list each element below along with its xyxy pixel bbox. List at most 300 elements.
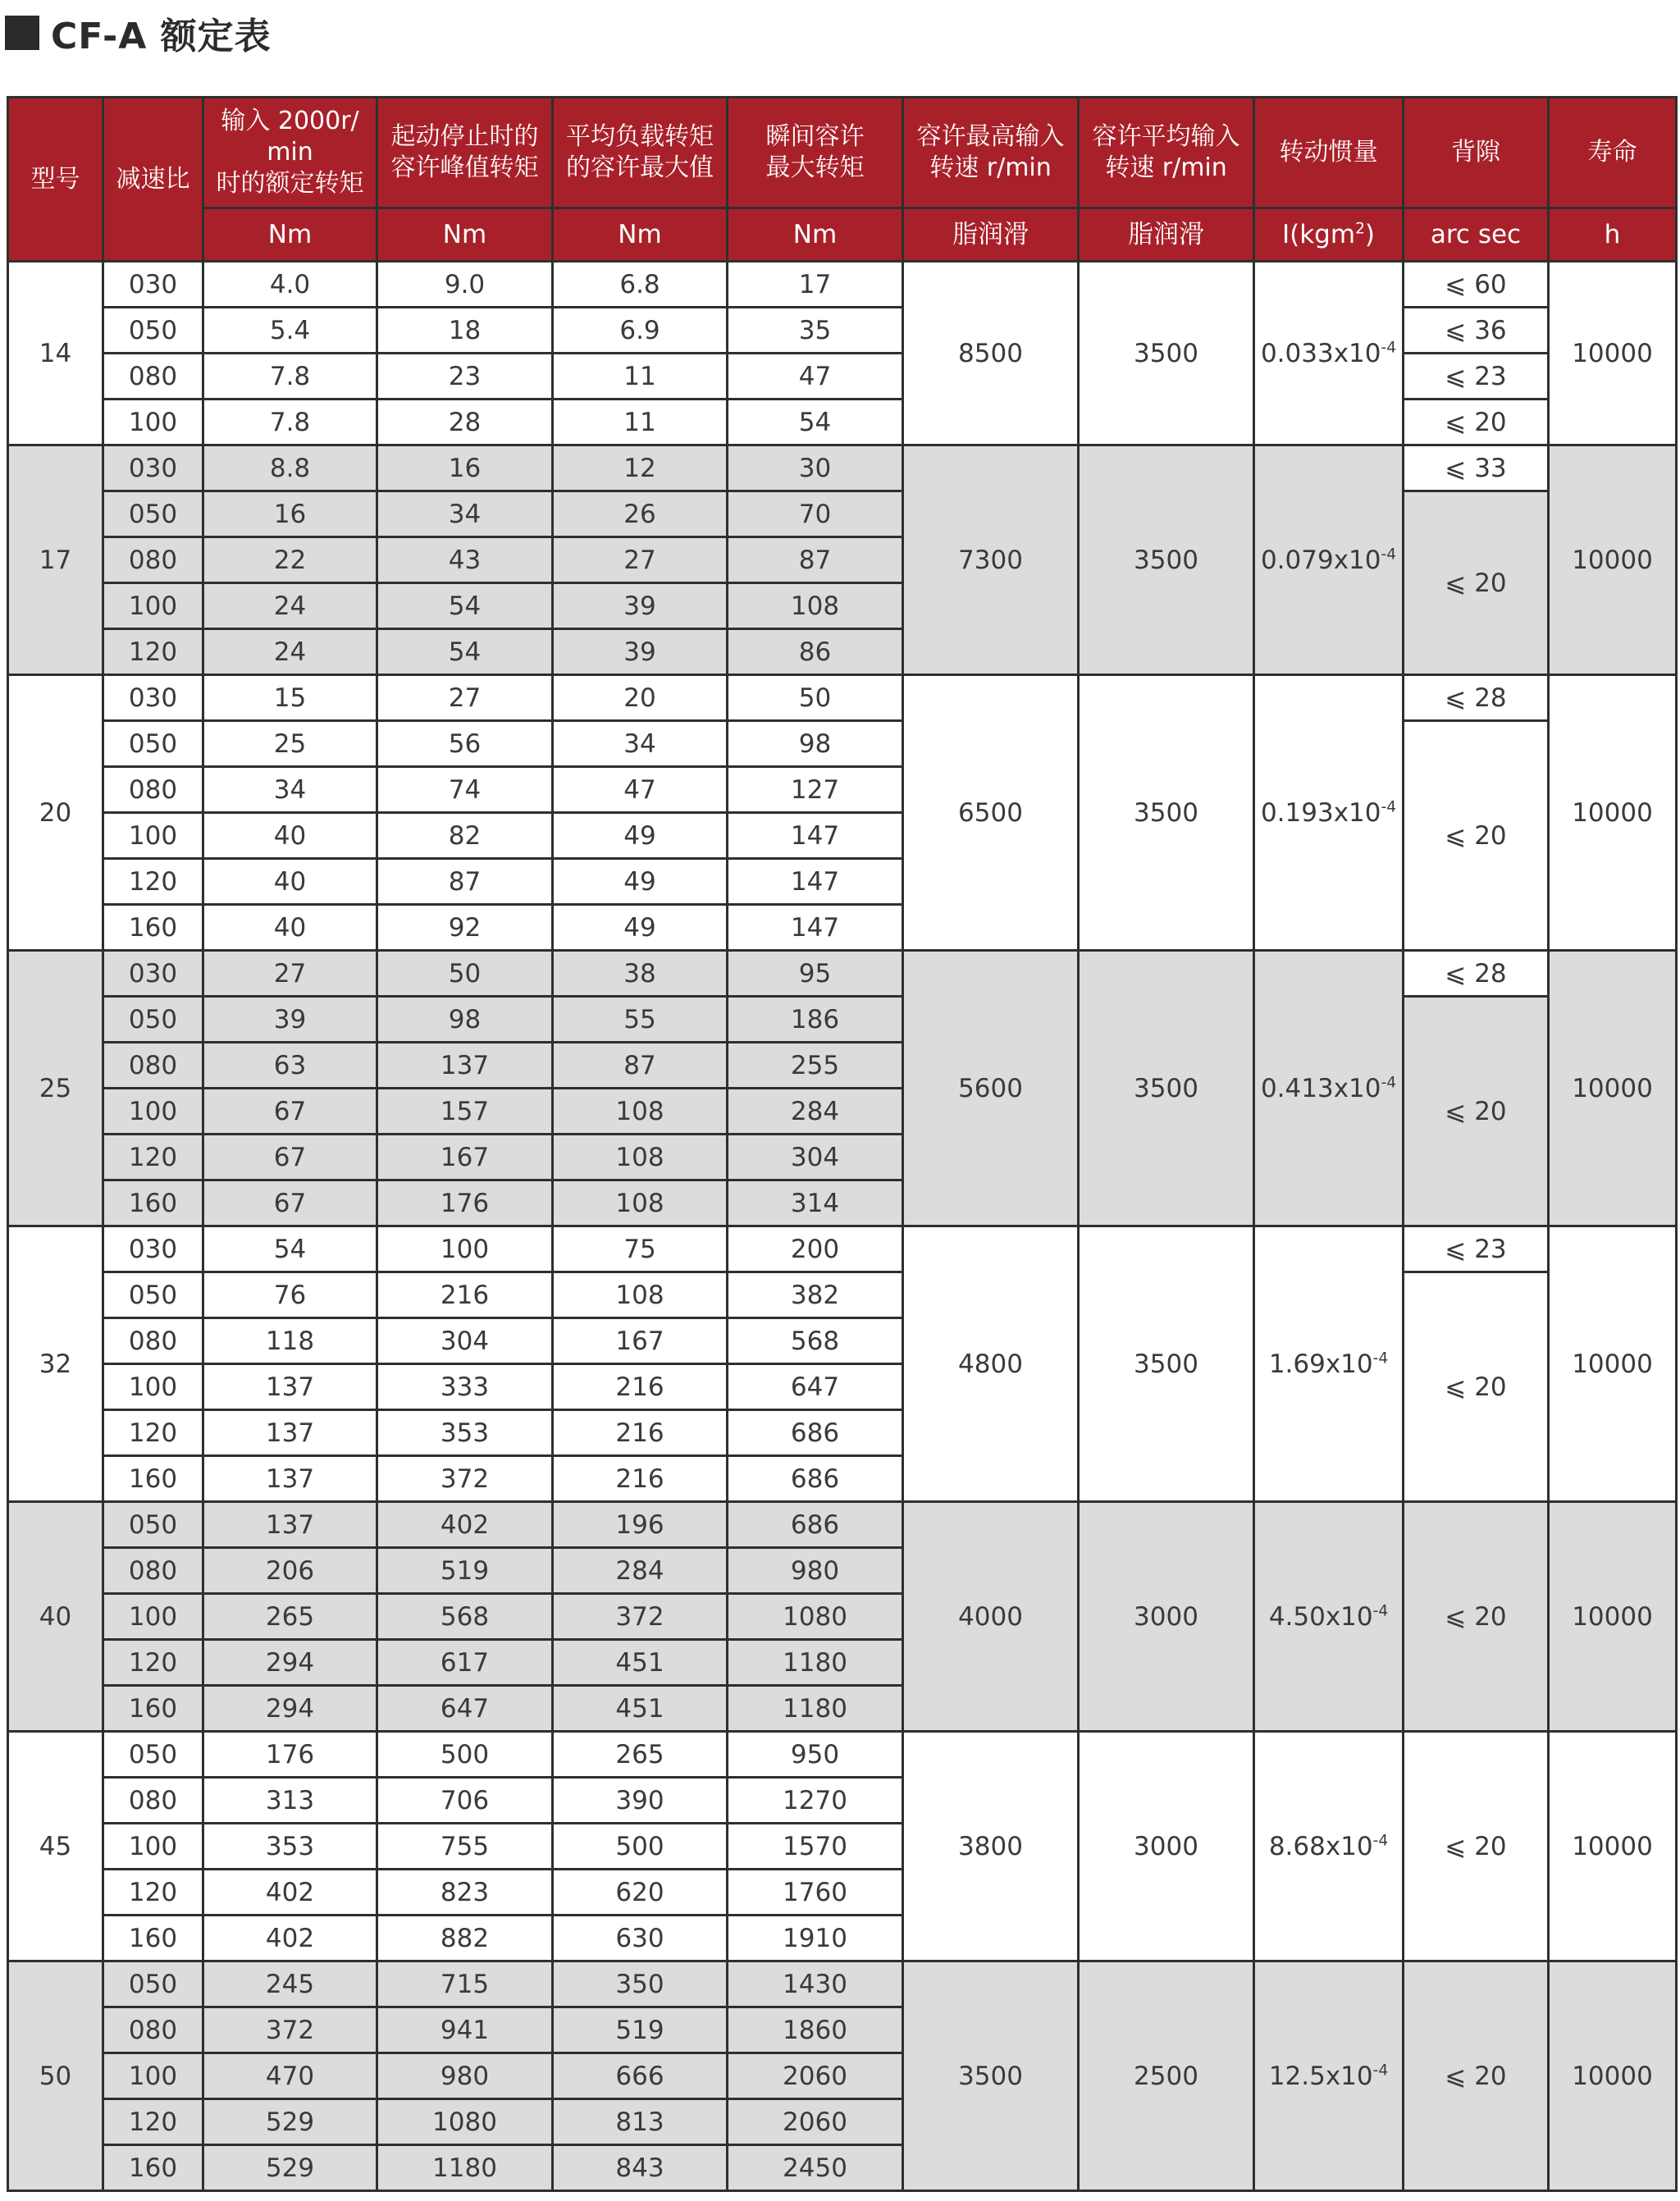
backlash-cell: ⩽ 33 [1404, 445, 1549, 491]
avg-input-speed-cell: 3500 [1079, 262, 1254, 445]
avg-load-torque-cell: 27 [553, 537, 728, 583]
backlash-cell: ⩽ 23 [1404, 1226, 1549, 1272]
rated-torque-cell: 353 [203, 1824, 377, 1870]
model-cell: 32 [8, 1226, 103, 1502]
peak-torque-cell: 500 [377, 1732, 553, 1778]
momentary-torque-cell: 1910 [728, 1916, 903, 1961]
avg-load-torque-cell: 372 [553, 1594, 728, 1640]
momentary-torque-cell: 1430 [728, 1961, 903, 2007]
ratio-cell: 080 [103, 1043, 203, 1089]
rating-table [7, 96, 1678, 2192]
backlash-cell: ⩽ 20 [1404, 721, 1549, 951]
momentary-torque-cell: 147 [728, 859, 903, 905]
rated-torque-cell: 402 [203, 1916, 377, 1961]
avg-input-speed-cell: 3500 [1079, 951, 1254, 1226]
momentary-torque-cell: 1180 [728, 1686, 903, 1732]
rated-torque-cell: 265 [203, 1594, 377, 1640]
momentary-torque-cell: 568 [728, 1318, 903, 1364]
rated-torque-cell: 313 [203, 1778, 377, 1824]
momentary-torque-cell: 47 [728, 354, 903, 400]
peak-torque-cell: 755 [377, 1824, 553, 1870]
momentary-torque-cell: 70 [728, 491, 903, 537]
momentary-torque-cell: 147 [728, 813, 903, 859]
backlash-cell: ⩽ 28 [1404, 675, 1549, 721]
avg-load-torque-cell: 39 [553, 583, 728, 629]
peak-torque-cell: 647 [377, 1686, 553, 1732]
rated-torque-cell: 25 [203, 721, 377, 767]
table-row [8, 308, 1677, 354]
momentary-torque-cell: 686 [728, 1410, 903, 1456]
rated-torque-cell: 22 [203, 537, 377, 583]
ratio-cell: 100 [103, 583, 203, 629]
momentary-torque-cell: 950 [728, 1732, 903, 1778]
peak-torque-cell: 50 [377, 951, 553, 997]
peak-torque-cell: 304 [377, 1318, 553, 1364]
life-cell: 10000 [1549, 1226, 1677, 1502]
inertia-exponent: -4 [1381, 339, 1397, 357]
rated-torque-cell: 40 [203, 859, 377, 905]
life-cell: 10000 [1549, 1961, 1677, 2191]
rated-torque-cell: 67 [203, 1089, 377, 1135]
momentary-torque-cell: 255 [728, 1043, 903, 1089]
inertia-cell [1254, 262, 1404, 445]
max-input-speed-cell: 4800 [903, 1226, 1079, 1502]
peak-torque-cell: 100 [377, 1226, 553, 1272]
rated-torque-cell: 402 [203, 1870, 377, 1916]
ratio-cell: 120 [103, 2099, 203, 2145]
unit-cell: arc sec [1404, 208, 1549, 262]
table-row [8, 262, 1677, 308]
ratio-cell: 100 [103, 1824, 203, 1870]
avg-load-torque-cell: 284 [553, 1548, 728, 1594]
ratio-cell: 120 [103, 1410, 203, 1456]
inertia-value: 8.68x10 [1268, 1831, 1373, 1861]
rated-torque-cell: 118 [203, 1318, 377, 1364]
avg-load-torque-cell: 843 [553, 2145, 728, 2191]
peak-torque-cell: 353 [377, 1410, 553, 1456]
table-row [8, 1272, 1677, 1318]
ratio-cell: 120 [103, 859, 203, 905]
ratio-cell: 100 [103, 1594, 203, 1640]
rated-torque-cell: 470 [203, 2053, 377, 2099]
rated-torque-cell: 16 [203, 491, 377, 537]
page-header [5, 8, 272, 57]
avg-load-torque-cell: 167 [553, 1318, 728, 1364]
model-cell: 14 [8, 262, 103, 445]
backlash-cell: ⩽ 28 [1404, 951, 1549, 997]
ratio-cell: 160 [103, 1456, 203, 1502]
avg-input-speed-cell: 3500 [1079, 445, 1254, 675]
peak-torque-cell: 157 [377, 1089, 553, 1135]
peak-torque-cell: 43 [377, 537, 553, 583]
ratio-cell: 100 [103, 2053, 203, 2099]
peak-torque-cell: 74 [377, 767, 553, 813]
peak-torque-cell: 23 [377, 354, 553, 400]
avg-load-torque-cell: 451 [553, 1686, 728, 1732]
table-row [8, 1961, 1677, 2007]
peak-torque-cell: 92 [377, 905, 553, 951]
ratio-cell: 050 [103, 997, 203, 1043]
rated-torque-cell: 40 [203, 813, 377, 859]
ratio-cell: 030 [103, 675, 203, 721]
momentary-torque-cell: 686 [728, 1502, 903, 1548]
rated-torque-cell: 137 [203, 1364, 377, 1410]
avg-input-speed-cell: 3000 [1079, 1732, 1254, 1961]
life-cell: 10000 [1549, 675, 1677, 951]
rated-torque-cell: 24 [203, 629, 377, 675]
life-cell: 10000 [1549, 262, 1677, 445]
peak-torque-cell: 568 [377, 1594, 553, 1640]
momentary-torque-cell: 1860 [728, 2007, 903, 2053]
rated-torque-cell: 294 [203, 1686, 377, 1732]
inertia-exponent: -4 [1381, 546, 1397, 564]
momentary-torque-cell: 127 [728, 767, 903, 813]
inertia-value: 1.69x10 [1268, 1349, 1373, 1379]
peak-torque-cell: 216 [377, 1272, 553, 1318]
momentary-torque-cell: 50 [728, 675, 903, 721]
peak-torque-cell: 882 [377, 1916, 553, 1961]
inertia-value: 12.5x10 [1268, 2061, 1373, 2091]
peak-torque-cell: 402 [377, 1502, 553, 1548]
momentary-torque-cell: 108 [728, 583, 903, 629]
momentary-torque-cell: 382 [728, 1272, 903, 1318]
momentary-torque-cell: 1080 [728, 1594, 903, 1640]
momentary-torque-cell: 86 [728, 629, 903, 675]
momentary-torque-cell: 304 [728, 1135, 903, 1180]
momentary-torque-cell: 147 [728, 905, 903, 951]
ratio-cell: 100 [103, 400, 203, 445]
rated-torque-cell: 137 [203, 1502, 377, 1548]
table-row [8, 951, 1677, 997]
title-square-icon [5, 16, 39, 50]
ratio-cell: 120 [103, 1640, 203, 1686]
max-input-speed-cell: 3500 [903, 1961, 1079, 2191]
model-cell: 45 [8, 1732, 103, 1961]
avg-load-torque-cell: 75 [553, 1226, 728, 1272]
inertia-cell [1254, 1961, 1404, 2191]
table-row [8, 1226, 1677, 1272]
table-row [8, 354, 1677, 400]
momentary-torque-cell: 284 [728, 1089, 903, 1135]
momentary-torque-cell: 95 [728, 951, 903, 997]
peak-torque-cell: 27 [377, 675, 553, 721]
inertia-cell [1254, 951, 1404, 1226]
peak-torque-cell: 56 [377, 721, 553, 767]
avg-load-torque-cell: 87 [553, 1043, 728, 1089]
inertia-cell [1254, 445, 1404, 675]
avg-load-torque-cell: 630 [553, 1916, 728, 1961]
peak-torque-cell: 519 [377, 1548, 553, 1594]
rated-torque-cell: 8.8 [203, 445, 377, 491]
backlash-cell: ⩽ 60 [1404, 262, 1549, 308]
rated-torque-cell: 4.0 [203, 262, 377, 308]
inertia-cell [1254, 1502, 1404, 1732]
header-avg-load-torque: 平均负载转矩 的容许最大值 [553, 98, 728, 208]
momentary-torque-cell: 314 [728, 1180, 903, 1226]
avg-load-torque-cell: 390 [553, 1778, 728, 1824]
inertia-cell [1254, 1226, 1404, 1502]
rated-torque-cell: 40 [203, 905, 377, 951]
avg-load-torque-cell: 216 [553, 1364, 728, 1410]
peak-torque-cell: 137 [377, 1043, 553, 1089]
rated-torque-cell: 15 [203, 675, 377, 721]
rated-torque-cell: 54 [203, 1226, 377, 1272]
avg-load-torque-cell: 265 [553, 1732, 728, 1778]
table-row [8, 721, 1677, 767]
ratio-cell: 100 [103, 813, 203, 859]
backlash-cell: ⩽ 20 [1404, 1961, 1549, 2191]
max-input-speed-cell: 5600 [903, 951, 1079, 1226]
avg-load-torque-cell: 55 [553, 997, 728, 1043]
peak-torque-cell: 823 [377, 1870, 553, 1916]
peak-torque-cell: 176 [377, 1180, 553, 1226]
avg-input-speed-cell: 2500 [1079, 1961, 1254, 2191]
ratio-cell: 050 [103, 491, 203, 537]
peak-torque-cell: 34 [377, 491, 553, 537]
table-header [8, 98, 1677, 262]
momentary-torque-cell: 98 [728, 721, 903, 767]
life-cell: 10000 [1549, 1732, 1677, 1961]
table-row [8, 445, 1677, 491]
avg-load-torque-cell: 47 [553, 767, 728, 813]
unit-cell: Nm [553, 208, 728, 262]
momentary-torque-cell: 686 [728, 1456, 903, 1502]
peak-torque-cell: 87 [377, 859, 553, 905]
header-life: 寿命 [1549, 98, 1677, 208]
momentary-torque-cell: 2060 [728, 2053, 903, 2099]
avg-load-torque-cell: 6.9 [553, 308, 728, 354]
rated-torque-cell: 529 [203, 2145, 377, 2191]
avg-load-torque-cell: 108 [553, 1272, 728, 1318]
header-avg-input-speed: 容许平均输入 转速 r/min [1079, 98, 1254, 208]
momentary-torque-cell: 2060 [728, 2099, 903, 2145]
rated-torque-cell: 7.8 [203, 354, 377, 400]
momentary-torque-cell: 200 [728, 1226, 903, 1272]
avg-load-torque-cell: 216 [553, 1410, 728, 1456]
rated-torque-cell: 27 [203, 951, 377, 997]
avg-load-torque-cell: 108 [553, 1089, 728, 1135]
inertia-value: 0.193x10 [1260, 797, 1381, 828]
rated-torque-cell: 294 [203, 1640, 377, 1686]
header-inertia: 转动惯量 [1254, 98, 1404, 208]
backlash-cell: ⩽ 20 [1404, 997, 1549, 1226]
ratio-cell: 100 [103, 1089, 203, 1135]
rated-torque-cell: 67 [203, 1180, 377, 1226]
ratio-cell: 050 [103, 721, 203, 767]
unit-cell: 脂润滑 [903, 208, 1079, 262]
table-row [8, 491, 1677, 537]
max-input-speed-cell: 8500 [903, 262, 1079, 445]
momentary-torque-cell: 30 [728, 445, 903, 491]
avg-load-torque-cell: 108 [553, 1180, 728, 1226]
rated-torque-cell: 76 [203, 1272, 377, 1318]
peak-torque-cell: 16 [377, 445, 553, 491]
ratio-cell: 050 [103, 1502, 203, 1548]
ratio-cell: 050 [103, 1732, 203, 1778]
peak-torque-cell: 617 [377, 1640, 553, 1686]
backlash-cell: ⩽ 20 [1404, 1732, 1549, 1961]
momentary-torque-cell: 1180 [728, 1640, 903, 1686]
ratio-cell: 030 [103, 445, 203, 491]
ratio-cell: 030 [103, 1226, 203, 1272]
peak-torque-cell: 333 [377, 1364, 553, 1410]
ratio-cell: 160 [103, 1180, 203, 1226]
rated-torque-cell: 245 [203, 1961, 377, 2007]
avg-load-torque-cell: 216 [553, 1456, 728, 1502]
peak-torque-cell: 941 [377, 2007, 553, 2053]
avg-load-torque-cell: 49 [553, 813, 728, 859]
avg-load-torque-cell: 11 [553, 354, 728, 400]
ratio-cell: 080 [103, 767, 203, 813]
avg-load-torque-cell: 38 [553, 951, 728, 997]
avg-load-torque-cell: 108 [553, 1135, 728, 1180]
avg-input-speed-cell: 3000 [1079, 1502, 1254, 1732]
unit-cell: 脂润滑 [1079, 208, 1254, 262]
rated-torque-cell: 24 [203, 583, 377, 629]
backlash-cell: ⩽ 36 [1404, 308, 1549, 354]
momentary-torque-cell: 980 [728, 1548, 903, 1594]
unit-cell: h [1549, 208, 1677, 262]
rated-torque-cell: 7.8 [203, 400, 377, 445]
momentary-torque-cell: 2450 [728, 2145, 903, 2191]
backlash-cell: ⩽ 23 [1404, 354, 1549, 400]
header-row [8, 98, 1677, 208]
avg-input-speed-cell: 3500 [1079, 675, 1254, 951]
header-ratio: 减速比 [103, 98, 203, 262]
avg-load-torque-cell: 6.8 [553, 262, 728, 308]
peak-torque-cell: 54 [377, 583, 553, 629]
max-input-speed-cell: 6500 [903, 675, 1079, 951]
table-body [8, 262, 1677, 2191]
rated-torque-cell: 206 [203, 1548, 377, 1594]
unit-cell: Nm [203, 208, 377, 262]
model-cell: 25 [8, 951, 103, 1226]
header-peak-torque: 起动停止时的 容许峰值转矩 [377, 98, 553, 208]
model-cell: 50 [8, 1961, 103, 2191]
backlash-cell: ⩽ 20 [1404, 491, 1549, 675]
peak-torque-cell: 980 [377, 2053, 553, 2099]
model-cell: 20 [8, 675, 103, 951]
ratio-cell: 120 [103, 629, 203, 675]
avg-load-torque-cell: 49 [553, 905, 728, 951]
inertia-value: 0.079x10 [1260, 545, 1381, 575]
avg-load-torque-cell: 11 [553, 400, 728, 445]
avg-load-torque-cell: 196 [553, 1502, 728, 1548]
header-momentary-torque: 瞬间容许 最大转矩 [728, 98, 903, 208]
ratio-cell: 050 [103, 1961, 203, 2007]
header-max-input-speed: 容许最高输入 转速 r/min [903, 98, 1079, 208]
ratio-cell: 080 [103, 2007, 203, 2053]
ratio-cell: 050 [103, 308, 203, 354]
ratio-cell: 120 [103, 1135, 203, 1180]
momentary-torque-cell: 647 [728, 1364, 903, 1410]
avg-load-torque-cell: 39 [553, 629, 728, 675]
inertia-exponent: -4 [1381, 798, 1397, 816]
inertia-cell [1254, 675, 1404, 951]
peak-torque-cell: 54 [377, 629, 553, 675]
ratio-cell: 080 [103, 1778, 203, 1824]
avg-load-torque-cell: 666 [553, 2053, 728, 2099]
rated-torque-cell: 67 [203, 1135, 377, 1180]
max-input-speed-cell: 4000 [903, 1502, 1079, 1732]
ratio-cell: 080 [103, 1548, 203, 1594]
unit-cell: I(kgm$^2$) [1254, 208, 1404, 262]
momentary-torque-cell: 1270 [728, 1778, 903, 1824]
table-row [8, 675, 1677, 721]
inertia-value: 0.413x10 [1260, 1073, 1381, 1103]
model-cell: 40 [8, 1502, 103, 1732]
inertia-value: 4.50x10 [1268, 1601, 1373, 1632]
avg-load-torque-cell: 519 [553, 2007, 728, 2053]
momentary-torque-cell: 17 [728, 262, 903, 308]
peak-torque-cell: 28 [377, 400, 553, 445]
inertia-exponent: -4 [1372, 1602, 1389, 1620]
page-title: CF-A 额定表 [51, 16, 272, 57]
peak-torque-cell: 9.0 [377, 262, 553, 308]
backlash-cell: ⩽ 20 [1404, 400, 1549, 445]
max-input-speed-cell: 3800 [903, 1732, 1079, 1961]
peak-torque-cell: 98 [377, 997, 553, 1043]
momentary-torque-cell: 186 [728, 997, 903, 1043]
inertia-cell [1254, 1732, 1404, 1961]
ratio-cell: 080 [103, 1318, 203, 1364]
header-model: 型号 [8, 98, 103, 262]
peak-torque-cell: 18 [377, 308, 553, 354]
momentary-torque-cell: 54 [728, 400, 903, 445]
momentary-torque-cell: 87 [728, 537, 903, 583]
ratio-cell: 030 [103, 951, 203, 997]
peak-torque-cell: 1180 [377, 2145, 553, 2191]
header-rated-torque: 输入 2000r/ min 时的额定转矩 [203, 98, 377, 208]
momentary-torque-cell: 35 [728, 308, 903, 354]
avg-load-torque-cell: 350 [553, 1961, 728, 2007]
backlash-cell: ⩽ 20 [1404, 1272, 1549, 1502]
ratio-cell: 160 [103, 905, 203, 951]
ratio-cell: 160 [103, 1916, 203, 1961]
ratio-cell: 120 [103, 1870, 203, 1916]
ratio-cell: 080 [103, 354, 203, 400]
unit-cell: Nm [728, 208, 903, 262]
life-cell: 10000 [1549, 951, 1677, 1226]
header-backlash: 背隙 [1404, 98, 1549, 208]
peak-torque-cell: 372 [377, 1456, 553, 1502]
peak-torque-cell: 706 [377, 1778, 553, 1824]
life-cell: 10000 [1549, 1502, 1677, 1732]
avg-load-torque-cell: 34 [553, 721, 728, 767]
avg-load-torque-cell: 813 [553, 2099, 728, 2145]
avg-load-torque-cell: 12 [553, 445, 728, 491]
rated-torque-cell: 34 [203, 767, 377, 813]
rated-torque-cell: 529 [203, 2099, 377, 2145]
rated-torque-cell: 137 [203, 1456, 377, 1502]
peak-torque-cell: 82 [377, 813, 553, 859]
inertia-exponent: -4 [1372, 2062, 1389, 2080]
inertia-exponent: -4 [1372, 1349, 1389, 1368]
unit-row [8, 208, 1677, 262]
avg-load-torque-cell: 451 [553, 1640, 728, 1686]
rated-torque-cell: 372 [203, 2007, 377, 2053]
avg-load-torque-cell: 620 [553, 1870, 728, 1916]
momentary-torque-cell: 1570 [728, 1824, 903, 1870]
rated-torque-cell: 5.4 [203, 308, 377, 354]
rated-torque-cell: 176 [203, 1732, 377, 1778]
ratio-cell: 160 [103, 2145, 203, 2191]
table-row [8, 1732, 1677, 1778]
avg-input-speed-cell: 3500 [1079, 1226, 1254, 1502]
backlash-cell: ⩽ 20 [1404, 1502, 1549, 1732]
ratio-cell: 080 [103, 537, 203, 583]
rated-torque-cell: 137 [203, 1410, 377, 1456]
